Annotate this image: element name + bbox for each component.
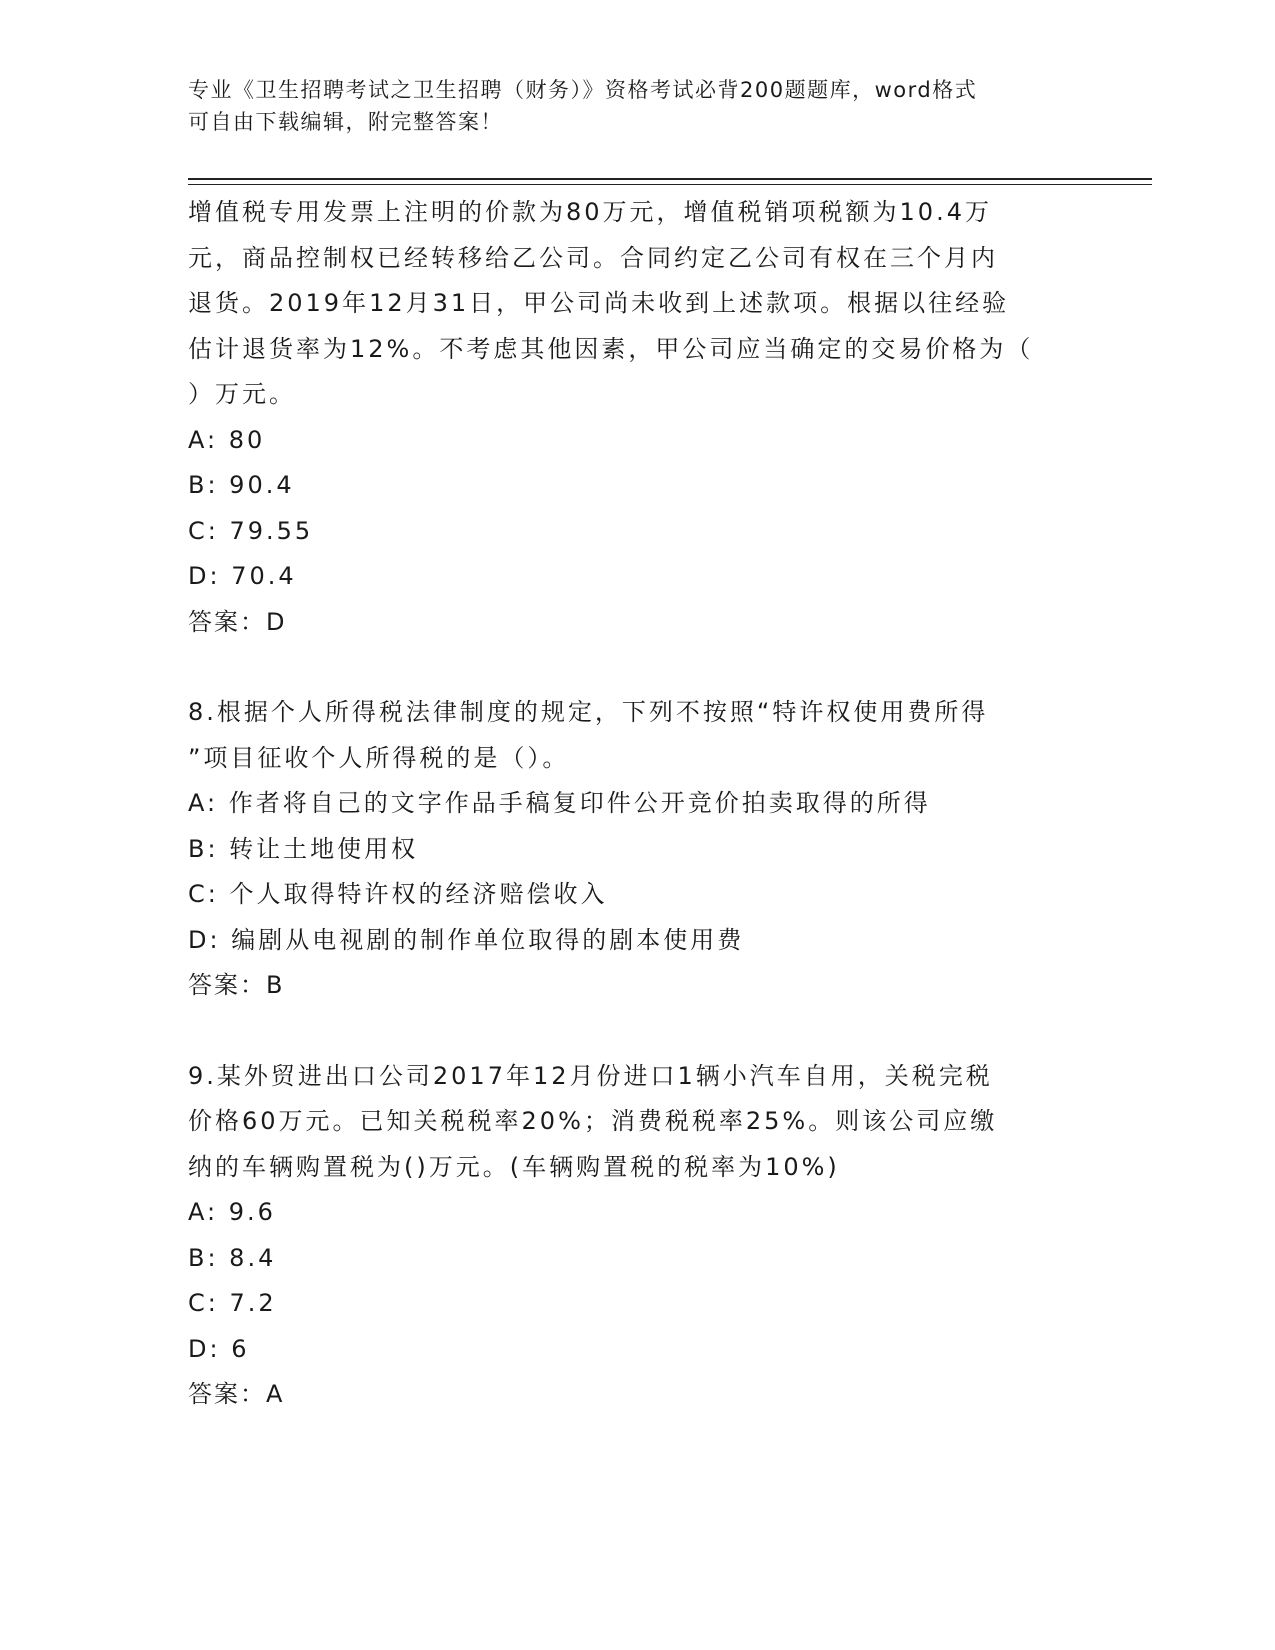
option-d: D: 编剧从电视剧的制作单位取得的剧本使用费 (188, 925, 745, 954)
question-stem-line: 元，商品控制权已经转移给乙公司。合同约定乙公司有权在三个月内 (188, 243, 998, 272)
question-9 (188, 1054, 1088, 1418)
question-stem-line: 退货。2019年12月31日，甲公司尚未收到上述款项。根据以往经验 (188, 289, 1010, 317)
question-spacer (188, 645, 1088, 690)
option-a: A: 作者将自己的文字作品手稿复印件公开竞价拍卖取得的所得 (188, 789, 931, 817)
option-b: B: 90.4 (188, 471, 295, 499)
option-d: D: 70.4 (188, 562, 297, 590)
option-b: B: 8.4 (188, 1243, 277, 1272)
answer-line: 答案：B (188, 971, 285, 999)
header-line-1: 专业《卫生招聘考试之卫生招聘（财务）》资格考试必背200题题库，word格式 (188, 78, 978, 102)
option-c: C: 7.2 (188, 1289, 277, 1317)
question-spacer (188, 1009, 1088, 1054)
question-7 (188, 190, 1088, 645)
option-c: C: 79.55 (188, 516, 314, 545)
question-stem-line: 增值税专用发票上注明的价款为80万元，增值税销项税额为10.4万 (188, 198, 992, 226)
question-stem-line: 估计退货率为12%。不考虑其他因素，甲公司应当确定的交易价格为（ (188, 334, 1034, 363)
question-stem-line: 纳的车辆购置税为()万元。(车辆购置税的税率为10%) (188, 1152, 840, 1181)
question-stem-line: ”项目征收个人所得税的是（）。 (188, 743, 570, 772)
option-c: C: 个人取得特许权的经济赔偿收入 (188, 880, 608, 908)
question-8 (188, 690, 1088, 1009)
option-d: D: 6 (188, 1334, 250, 1363)
document-body (188, 190, 1088, 1418)
question-stem-line: 8.根据个人所得税法律制度的规定，下列不按照“特许权使用费所得 (188, 698, 989, 726)
question-stem-line: ）万元。 (188, 380, 296, 408)
answer-line: 答案：A (188, 1380, 285, 1408)
document-header (188, 74, 1068, 138)
question-stem-line: 价格60万元。已知关税税率20%；消费税税率25%。则该公司应缴 (188, 1107, 998, 1135)
option-a: A: 9.6 (188, 1198, 276, 1226)
option-a: A: 80 (188, 425, 266, 454)
header-divider-thin (188, 184, 1152, 185)
answer-line: 答案：D (188, 607, 287, 636)
header-divider-thick (188, 178, 1152, 180)
question-stem-line: 9.某外贸进出口公司2017年12月份进口1辆小汽车自用，关税完税 (188, 1061, 993, 1090)
header-line-2: 可自由下载编辑，附完整答案！ (188, 110, 503, 134)
option-b: B: 转让土地使用权 (188, 834, 419, 863)
